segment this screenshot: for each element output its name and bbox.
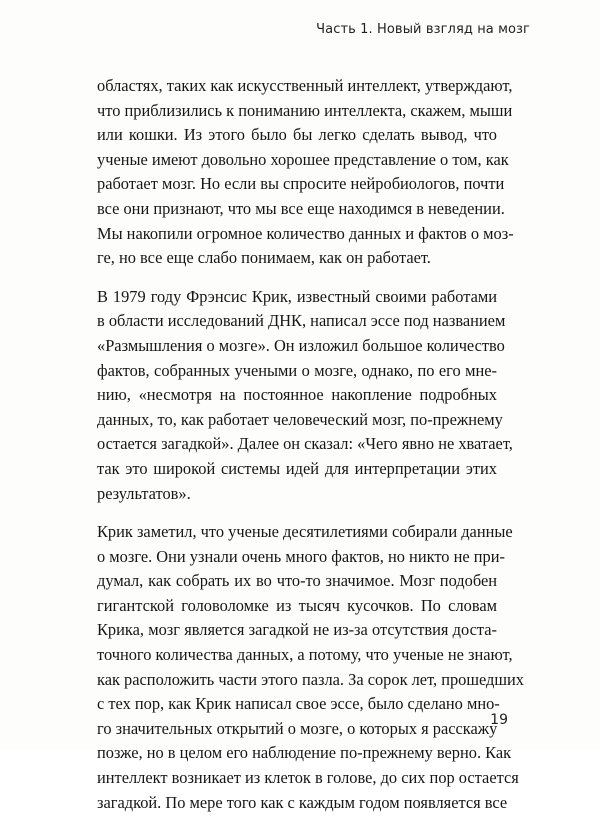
text-line: думал, как собрать их во что-то значимое. Мозг подобен [97, 571, 497, 591]
text-line: в области исследований ДНК, написал эссе под названием [97, 311, 506, 331]
running-head: Часть 1. Новый взгляд на мозг [316, 22, 530, 37]
page-number: 19 [490, 712, 508, 728]
text-line: с тех пор, как Крик написал свое эссе, было сделано мно- [97, 694, 500, 714]
text-line: гигантской головоломке из тысяч кусочков. По словам [97, 595, 497, 615]
text-line: Крик заметил, что ученые десятилетиями собирали данные [97, 522, 513, 542]
text-line: областях, таких как искусственный интеллект, утверждают, [97, 76, 513, 95]
text-line: В 1979 году Фрэнсис Крик, известный своими работами [97, 286, 497, 306]
text-line: что приблизились к пониманию интеллекта, скажем, мыши [97, 100, 513, 120]
text-line: точного количества данных, а потому, что ученые не знают, [97, 645, 513, 665]
text-line: «Размышления о мозге». Он изложил большое количество [97, 335, 505, 355]
paragraph-2 [97, 285, 513, 506]
paragraph-1 [97, 74, 514, 271]
text-line: так это широкой системы идей для интерпретации этих [97, 458, 497, 478]
text-line: или кошки. Из этого было бы легко сделать вывод, что [97, 125, 497, 145]
text-line: данных, то, как работает человеческий мозг, по-прежнему [97, 409, 503, 429]
body-text [97, 74, 524, 829]
text-line: Мы накопили огромное количество данных и фактов о моз- [97, 223, 514, 243]
text-line: Крика, мозг является загадкой не из-за отсутствия доста- [97, 620, 497, 640]
text-line: интеллект возникает из клеток в голове, до сих пор остается [97, 768, 519, 788]
text-line: о мозге. Они узнали очень много фактов, но никто не при- [97, 546, 505, 566]
text-line: как расположить части этого пазла. За сорок лет, прошедших [97, 669, 524, 689]
text-line: результатов». [97, 483, 191, 503]
text-line: фактов, собранных учеными о мозге, однако, по его мне- [97, 360, 497, 380]
text-line: остается загадкой». Далее он сказал: «Чего явно не хватает, [97, 434, 513, 454]
text-line: загадкой. По мере того как с каждым годом появляется все [97, 792, 508, 812]
text-line: ге, но все еще слабо понимаем, как он работает. [97, 248, 431, 268]
text-line: ученые имеют довольно хорошее представление о том, как [97, 149, 509, 169]
text-line: позже, но в целом его наблюдение по-прежнему верно. Как [97, 743, 512, 763]
text-line: нию, «несмотря на постоянное накопление подробных [97, 385, 497, 405]
text-line: работает мозг. Но если вы спросите нейробиологов, почти [97, 174, 505, 194]
text-line: го значительных открытий о мозге, о которых я расскажу [97, 718, 498, 738]
text-line: все они признают, что мы все еще находимся в неведении. [97, 198, 505, 218]
